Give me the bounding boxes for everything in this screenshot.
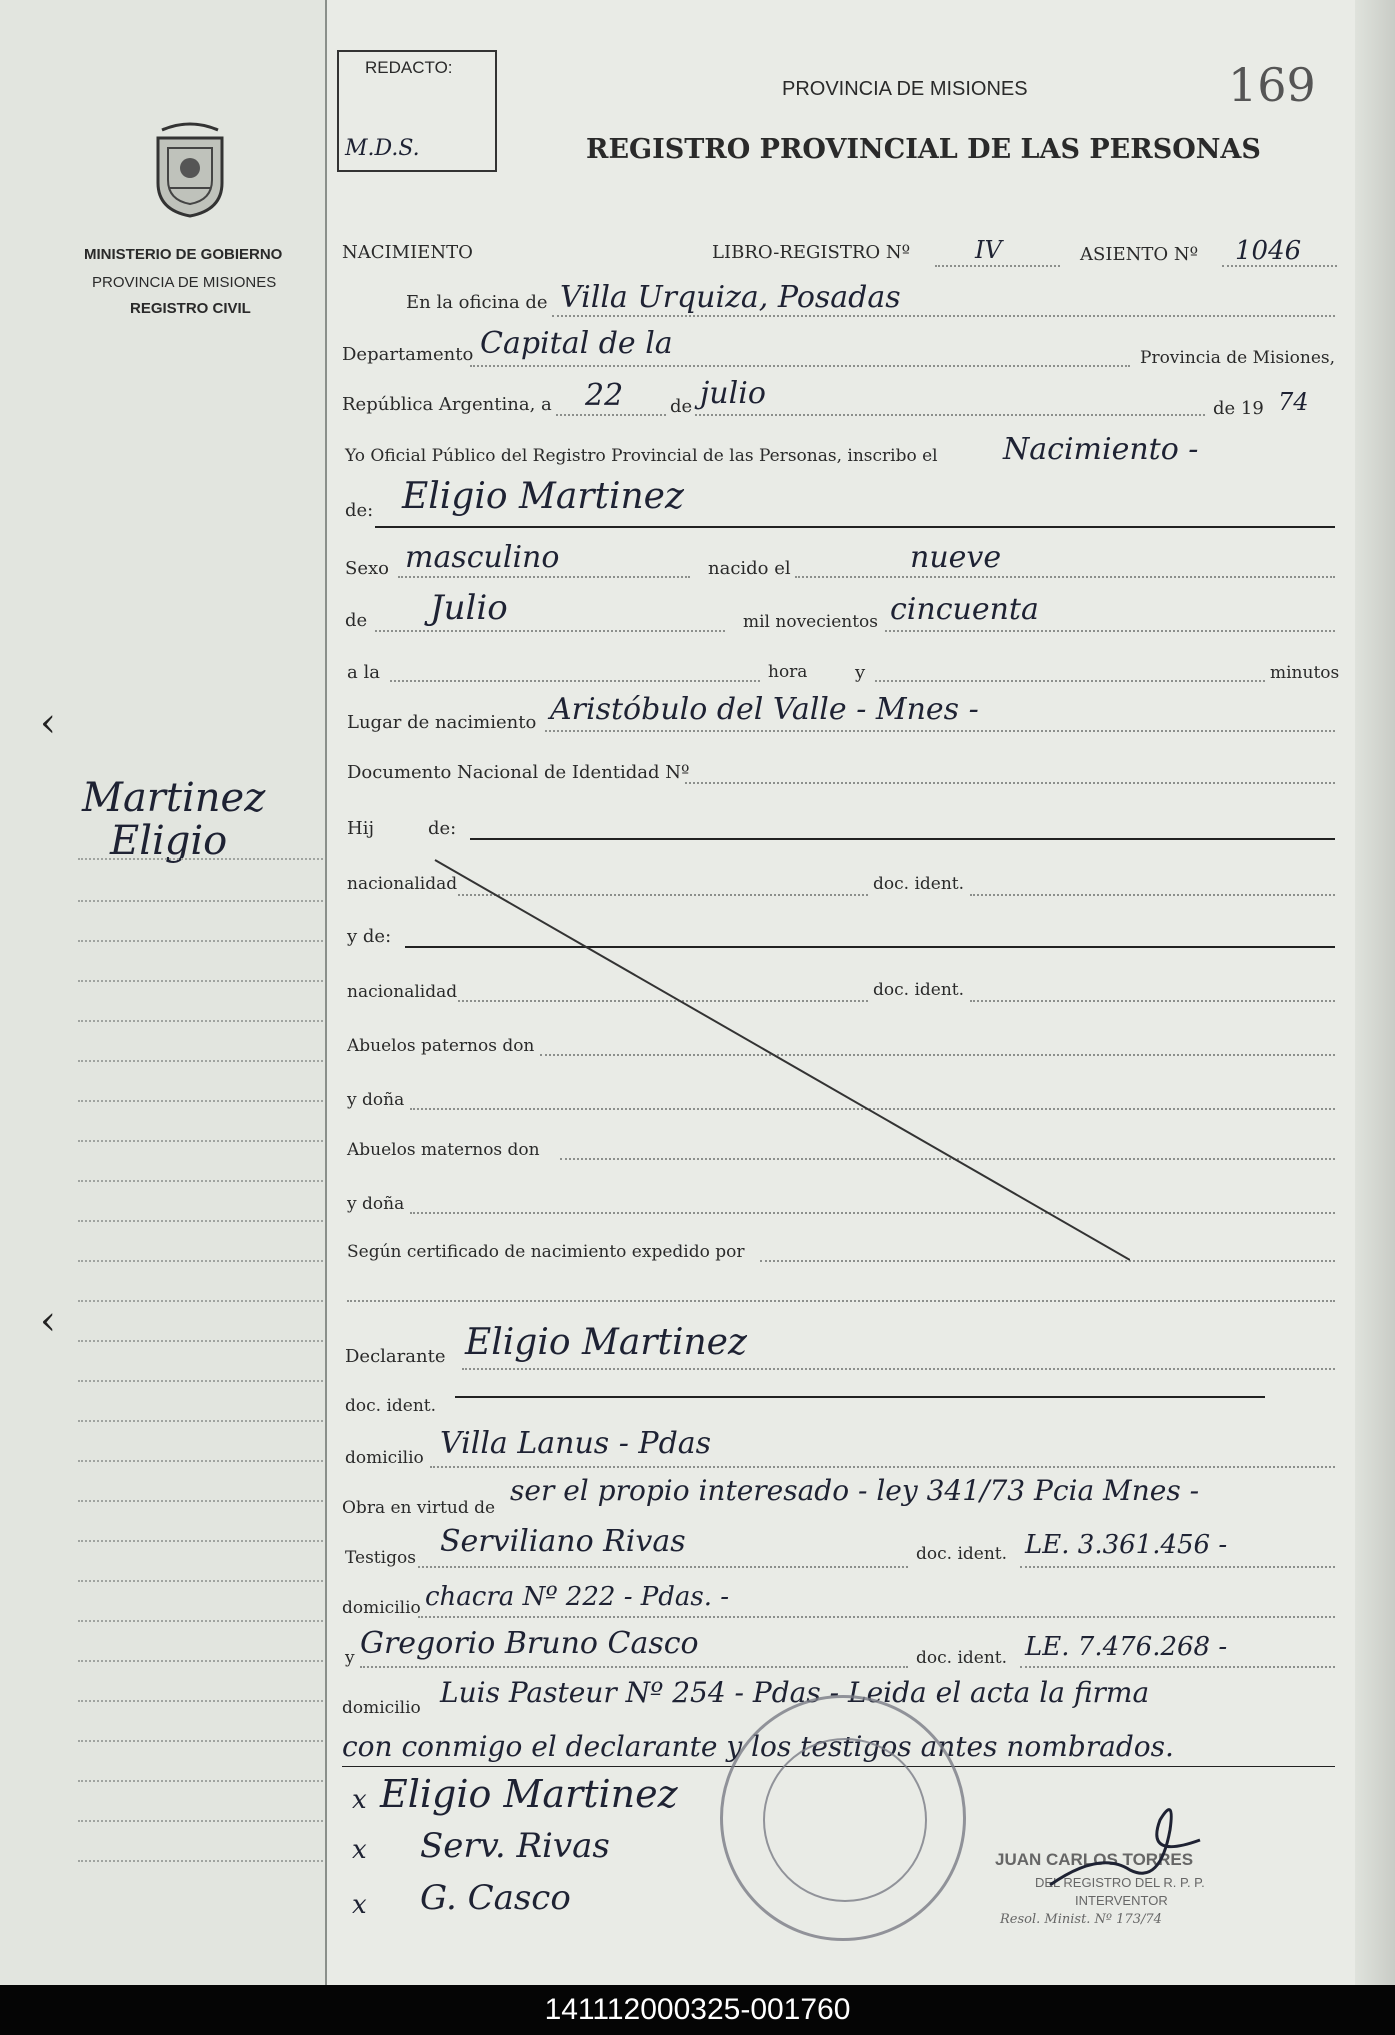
page-edge [1355,0,1395,1985]
nombre-value: Eligio Martinez [402,476,684,517]
testigo2-value: Gregorio Bruno Casco [360,1626,699,1661]
testigo2-line [360,1666,908,1668]
nacionalidad2-label: nacionalidad [347,982,458,1002]
redacto-box [337,50,497,172]
lugar-label: Lugar de nacimiento [347,712,537,733]
domicilio1-line [430,1466,1335,1468]
domicilio3-label: domicilio [342,1698,421,1718]
libro-value: IV [975,236,1002,264]
dia-line [556,414,666,416]
y-de-label: y de: [347,926,392,947]
hij-de-label: de: [428,818,457,839]
doc-ident1-label: doc. ident. [873,874,965,894]
anio-nac-value: cincuenta [890,592,1039,627]
hora-line [390,680,760,682]
margin-line [78,1020,323,1022]
margin-line [78,1300,323,1302]
domicilio2-label: domicilio [342,1598,421,1618]
margin-line [78,940,323,942]
minutos-line [875,680,1265,682]
sexo-label: Sexo [345,558,389,579]
declarante-value: Eligio Martinez [465,1322,747,1363]
domicilio2-line [418,1616,1335,1618]
oficina-label: En la oficina de [406,292,548,313]
abuelos-mat-label: Abuelos maternos don [347,1140,540,1160]
officer-role: DEL REGISTRO DEL R. P. P. [1035,1875,1205,1890]
doc-ident-t2-line [1020,1666,1335,1668]
asiento-label: ASIENTO Nº [1080,244,1199,265]
officer-signature-icon [1040,1790,1220,1900]
margin-line [78,1820,323,1822]
obra-label: Obra en virtud de [342,1498,496,1518]
margin-line [78,1500,323,1502]
footer-id: 141112000325-001760 [0,1985,1395,2035]
y-dona2-label: y doña [347,1194,405,1214]
nacido-line [795,576,1335,578]
dni-line [685,782,1335,784]
de-anio-label: de 19 [1213,398,1264,419]
a-la-label: a la [347,662,380,683]
oficial-value: Nacimiento - [1003,432,1199,467]
departamento-line [470,365,1130,367]
province-seal-icon [140,118,240,218]
margin-line [78,1220,323,1222]
oficial-text: Yo Oficial Público del Registro Provincial de las Personas, inscribo el [345,446,938,466]
margin-line [78,1780,323,1782]
folio-number: 169 [1228,58,1316,112]
margin-line [78,1340,323,1342]
sexo-line [398,576,690,578]
anio-nac-line [885,630,1335,632]
dia-value: 22 [585,378,624,413]
margin-line [78,1860,323,1862]
margin-line [78,1460,323,1462]
signature-mark: x [352,1890,367,1920]
officer-title: INTERVENTOR [1075,1893,1168,1908]
mes-nac-line [375,630,725,632]
oficina-line [552,315,1335,317]
doc-ident2-label: doc. ident. [873,980,965,1000]
oficina-value: Villa Urquiza, Posadas [560,280,901,315]
dni-label: Documento Nacional de Identidad Nº [347,762,690,783]
y-label: y [855,662,866,683]
nacido-label: nacido el [708,558,791,579]
de-nombre-label: de: [345,500,374,521]
margin-line [78,1180,323,1182]
domicilio3-value: Luis Pasteur Nº 254 - Pdas - Leida el acta la firma [440,1676,1150,1709]
officer-decree: Resol. Minist. Nº 173/74 [1000,1912,1162,1927]
doc-ident-t1-value: LE. 3.361.456 - [1025,1530,1228,1560]
margin-line [78,1580,323,1582]
redacto-label: REDACTO: [365,58,453,77]
ministry-line2: PROVINCIA DE MISIONES [92,274,277,291]
libro-label: LIBRO-REGISTRO Nº [712,242,911,263]
nacido-value: nueve [910,540,1002,575]
margin-line [78,1420,323,1422]
signature-mark: x [352,1785,367,1815]
mes-line [695,414,1205,416]
asiento-value: 1046 [1235,236,1302,266]
margin-note-surname: Martinez [82,775,266,821]
de-label: de [670,396,693,417]
obra-value: ser el propio interesado - ley 341/73 Pcia Mnes - [510,1474,1200,1507]
punch-hole-mark: ‹ [40,1298,56,1344]
lugar-value: Aristóbulo del Valle - Mnes - [550,692,979,727]
margin-note-name: Eligio [110,818,228,864]
registry-title: REGISTRO PROVINCIAL DE LAS PERSONAS [586,134,1261,165]
officer-name: JUAN CARLOS TORRES [995,1850,1194,1869]
nombre-rule [375,526,1335,528]
declarante-label: Declarante [345,1346,446,1367]
margin-line [78,1700,323,1702]
doc-ident-t2-label: doc. ident. [916,1648,1008,1668]
hij-label: Hij [347,818,375,839]
mes-value: julio [700,376,766,411]
margin-line [78,1540,323,1542]
testigo1-value: Serviliano Rivas [440,1524,686,1559]
domicilio1-value: Villa Lanus - Pdas [440,1426,712,1461]
hij-rule [470,838,1335,840]
ministry-line3: REGISTRO CIVIL [130,300,251,317]
departamento-value: Capital de la [480,326,673,361]
testigos-label: Testigos [345,1548,416,1568]
signature-declarante: Eligio Martinez [380,1772,678,1816]
margin-line [78,858,323,860]
doc-ident-t1-line [1020,1566,1335,1568]
redacto-value: M.D.S. [345,136,420,161]
minutos-label: minutos [1270,663,1340,683]
punch-hole-mark: ‹ [40,700,56,746]
doc-ident-t1-label: doc. ident. [916,1544,1008,1564]
y-testigo-label: y [345,1648,355,1668]
segun-line2 [347,1300,1335,1302]
cancel-diagonal [430,855,1130,1265]
abuelos-pat-label: Abuelos paternos don [347,1036,535,1056]
margin-line [78,1260,323,1262]
margin-line [78,1740,323,1742]
lugar-line [545,730,1335,732]
margin-line [78,1100,323,1102]
margin-line [78,1620,323,1622]
domicilio2-value: chacra Nº 222 - Pdas. - [425,1582,730,1612]
signature-mark: x [352,1835,367,1865]
libro-line [935,265,1060,267]
margin-line [78,1660,323,1662]
provincia-label: Provincia de Misiones, [1140,348,1336,368]
nacionalidad1-label: nacionalidad [347,874,458,894]
province-header: PROVINCIA DE MISIONES [782,78,1028,100]
closing-value: con conmigo el declarante y los testigos antes nombrados. [342,1730,1174,1763]
mil-label: mil novecientos [743,612,879,632]
anio-value: 74 [1278,388,1309,416]
margin-line [78,1380,323,1382]
declarante-line [462,1368,1335,1370]
testigo1-line [418,1566,908,1568]
de2-label: de [345,610,368,631]
departamento-label: Departamento [342,344,474,365]
margin-line [78,900,323,902]
doc-ident-t2-value: LE. 7.476.268 - [1025,1632,1228,1662]
sexo-value: masculino [405,540,560,575]
margin-line [78,1060,323,1062]
doc-ident-decl-label: doc. ident. [345,1396,437,1416]
doc-ident-decl-rule [455,1396,1265,1398]
signature-testigo1: Serv. Rivas [420,1826,610,1866]
margin-line [78,1140,323,1142]
mes-nac-value: Julio [430,588,508,628]
signature-testigo2: G. Casco [420,1878,571,1918]
record-type: NACIMIENTO [342,242,473,263]
left-margin-column [0,0,327,1985]
official-stamp [720,1695,966,1941]
ministry-line1: MINISTERIO DE GOBIERNO [84,246,283,263]
segun-label: Según certificado de nacimiento expedido por [347,1242,745,1262]
domicilio1-label: domicilio [345,1448,424,1468]
hora-label: hora [768,662,808,682]
republica-label: República Argentina, a [342,394,552,415]
margin-line [78,980,323,982]
y-dona1-label: y doña [347,1090,405,1110]
